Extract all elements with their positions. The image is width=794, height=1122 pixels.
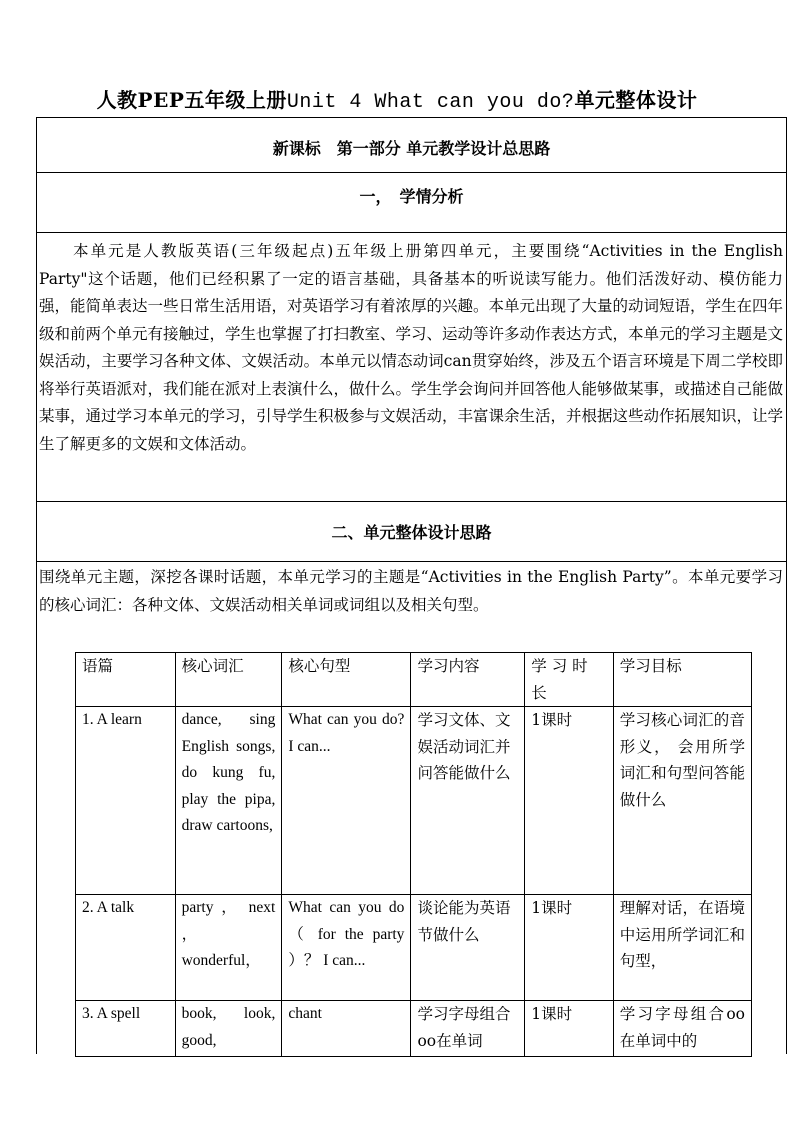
table-cell: party ， next ， wonderful， [175, 895, 282, 1001]
table-cell: 学习核心词汇的音形义， 会用所学词汇和句型问答能做什么 [613, 707, 751, 895]
section-2-body: 围绕单元主题，深挖各课时话题，本单元学习的主题是“Activities in the English Party”。本单元要学习的核心词汇：各种文体、文娱活动相关单词或词组以及相关句型。 [39, 568, 783, 614]
section-1-title: 一， 学情分析 [359, 187, 464, 206]
header-cell: 核心句型 [282, 653, 411, 707]
divider [37, 561, 786, 562]
table-cell: dance, sing English songs, do kung fu, play the pipa, draw cartoons, [175, 707, 282, 895]
table-cell: 学习字母组合oo在单词 [411, 1001, 525, 1057]
header-cell: 核心词汇 [175, 653, 282, 707]
title-suffix: 单元整体设计 [574, 88, 698, 112]
table-cell: book, look, good, [175, 1001, 282, 1057]
header-cell: 语篇 [76, 653, 176, 707]
divider [37, 501, 786, 502]
table-cell: 3. A spell [76, 1001, 176, 1057]
table-cell: 学习字母组合oo在单词中的 [613, 1001, 751, 1057]
outer-table [36, 117, 787, 1054]
lesson-plan-table [75, 652, 752, 1057]
header-cell: 学习目标 [613, 653, 751, 707]
table-cell: What can you do? I can... [282, 707, 411, 895]
document-title [0, 84, 794, 114]
table-row [76, 707, 752, 895]
table-cell: What can you do （ for the party ）？ I can... [282, 895, 411, 1001]
table-cell: chant [282, 1001, 411, 1057]
table-cell: 谈论能为英语节做什么 [411, 895, 525, 1001]
table-row [76, 1001, 752, 1057]
table-cell: 1课时 [525, 1001, 613, 1057]
divider [37, 232, 786, 233]
table-header-row [76, 653, 752, 707]
section-2-title: 二、单元整体设计思路 [331, 523, 492, 542]
title-unit: Unit 4 What can you do? [286, 91, 575, 114]
header-cell: 学 习 时 长 [525, 653, 613, 707]
table-cell: 1. A learn [76, 707, 176, 895]
section-header: 新课标 第一部分 单元教学设计总思路 [272, 139, 551, 158]
divider [37, 172, 786, 173]
table-row [76, 895, 752, 1001]
header-cell: 学习内容 [411, 653, 525, 707]
table-cell: 1课时 [525, 707, 613, 895]
table-cell: 2. A talk [76, 895, 176, 1001]
table-cell: 学习文体、文娱活动词汇并问答能做什么 [411, 707, 525, 895]
title-prefix: 人教PEP五年级上册 [96, 88, 287, 112]
section-1-body: 本单元是人教版英语(三年级起点)五年级上册第四单元，主要围绕“Activities in the English Party"这个话题，他们已经积累了一定的语言基础，具备基本的听说读写能力。他们活泼好动、模仿能力强，能简单表达一些日常生活用语，对英语学习有着浓厚的兴趣。本单元出现了大量的动词短语，学生在四年级和前两个单元有接触过，学生也掌握了打扫教室、学习、运动等许多动作表达方式，本单元的学习主题是文娱活动，主要学习各种文体、文娱活动。本单元以情态动词can贯穿始终，涉及五个语言环境是下周二学校即将举行英语派对，我们能在派对上表演什么，做什么。学生学会询问并回答他人能够做某事，或描述自己能做某事，通过学习本单元的学习，引导学生积极参与文娱活动，丰富课余生活，并根据这些动作拓展知识，让学生了解更多的文娱和文体活动。 [39, 242, 784, 453]
table-cell: 1课时 [525, 895, 613, 1001]
table-cell: 理解对话，在语境中运用所学词汇和句型， [613, 895, 751, 1001]
